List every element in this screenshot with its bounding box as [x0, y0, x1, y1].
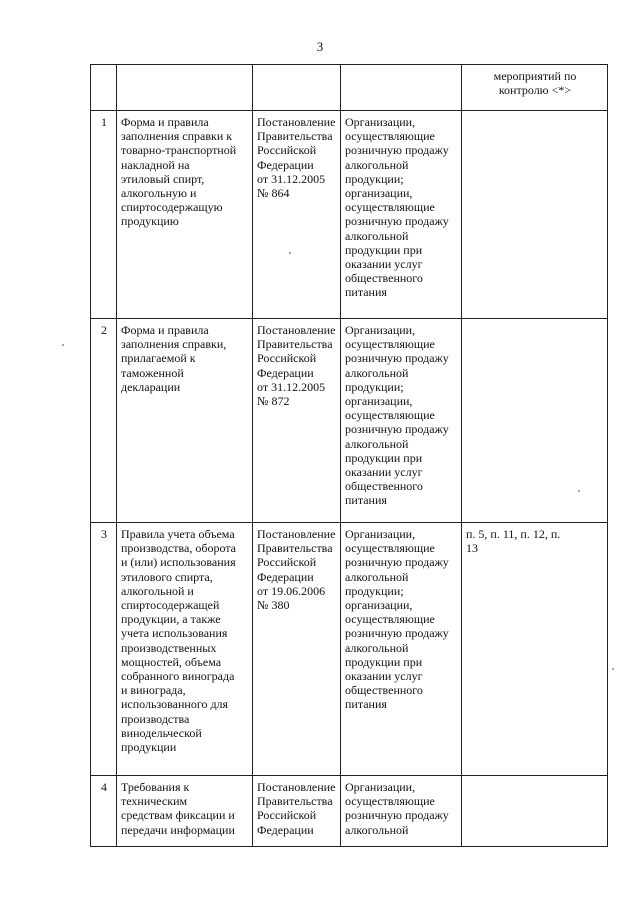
text-line: алкогольной: [345, 365, 409, 380]
text-line: осуществляющие: [345, 337, 435, 352]
text-line: оказании услуг: [345, 257, 423, 272]
text-line: Федерации: [257, 365, 314, 380]
text-line: розничную продажу: [345, 626, 449, 641]
text-line: и винограда,: [121, 683, 186, 698]
text-line: Постановление: [257, 115, 336, 129]
text-line: осуществляющие: [345, 408, 435, 423]
text-line: Постановление: [257, 323, 336, 337]
text-line: оказании услуг: [345, 669, 423, 684]
row-number: 4: [91, 776, 117, 847]
text-line: заполнения справки к: [121, 129, 233, 144]
text-line: продукции при: [345, 654, 423, 669]
scan-speck: [289, 252, 291, 254]
cell-document-name: [117, 776, 253, 847]
text-line: Российской: [257, 808, 317, 823]
text-line: Форма и правила: [121, 115, 209, 129]
text-line: Форма и правила: [121, 323, 209, 337]
text-line: осуществляющие: [345, 541, 435, 556]
text-line: производственных: [121, 640, 217, 655]
text-line: продукции при: [345, 450, 423, 465]
text-line: спиртосодержащую: [121, 200, 223, 215]
text-line: техническим: [121, 794, 188, 809]
cell-subjects: [341, 776, 462, 847]
text-line: Организации,: [345, 527, 416, 541]
text-line: алкогольной: [345, 822, 409, 837]
cell-control-measures: [462, 776, 608, 847]
header-cell-act: [253, 65, 341, 111]
text-line: № 872: [257, 394, 290, 409]
cell-document-name: [117, 523, 253, 776]
text-line: Организации,: [345, 115, 416, 129]
text-line: розничную продажу: [345, 214, 449, 229]
text-line: прилагаемой к: [121, 351, 196, 366]
text-line: общественного: [345, 271, 423, 286]
text-line: розничную продажу: [345, 143, 449, 158]
text-line: п. 5, п. 11, п. 12, п.: [466, 527, 561, 541]
text-line: накладной на: [121, 157, 190, 172]
text-line: Требования к: [121, 780, 190, 794]
text-line: Российской: [257, 555, 317, 570]
table-row: [91, 319, 608, 523]
text-line: Правительства: [257, 794, 333, 809]
text-line: передачи информации: [121, 822, 235, 837]
text-line: средствам фиксации и: [121, 808, 235, 823]
text-line: Правительства: [257, 337, 333, 352]
text-line: организации,: [345, 186, 413, 201]
text-line: Постановление: [257, 780, 336, 794]
text-line: розничную продажу: [345, 351, 449, 366]
text-line: продукцию: [121, 214, 179, 229]
text-line: № 864: [257, 186, 290, 201]
text-line: от 19.06.2006: [257, 583, 326, 598]
text-line: Федерации: [257, 569, 314, 584]
text-line: Российской: [257, 143, 317, 158]
text-line: розничную продажу: [345, 555, 449, 570]
text-line: Правительства: [257, 129, 333, 144]
text-line: производства: [121, 711, 190, 726]
text-line: питания: [345, 493, 387, 508]
text-line: осуществляющие: [345, 200, 435, 215]
table-header-row: [91, 65, 608, 111]
text-line: розничную продажу: [345, 808, 449, 823]
text-line: № 380: [257, 598, 290, 613]
text-line: алкогольной: [345, 228, 409, 243]
header-cell-subjects: [341, 65, 462, 111]
text-line: мощностей, объема: [121, 654, 222, 669]
page-number: 3: [316, 39, 324, 54]
header-measures-line: контролю <*>: [498, 83, 572, 98]
cell-subjects: [341, 319, 462, 523]
text-line: алкогольную и: [121, 186, 197, 201]
text-line: Правила учета объема: [121, 527, 235, 541]
header-measures-text: [466, 69, 604, 97]
text-line: организации,: [345, 598, 413, 613]
text-line: продукции;: [345, 379, 404, 394]
cell-subjects: [341, 523, 462, 776]
text-line: 13: [466, 541, 478, 556]
header-cell-name: [117, 65, 253, 111]
requirements-table: [90, 64, 608, 847]
text-line: общественного: [345, 683, 423, 698]
text-line: питания: [345, 285, 387, 300]
text-line: алкогольной: [345, 569, 409, 584]
scan-speck: [612, 668, 614, 670]
text-line: питания: [345, 697, 387, 712]
text-line: спиртосодержащей: [121, 598, 220, 613]
text-line: продукции;: [345, 583, 404, 598]
text-line: от 31.12.2005: [257, 379, 326, 394]
text-line: и (или) использования: [121, 555, 236, 570]
header-cell-num: [91, 65, 117, 111]
text-line: использованного для: [121, 697, 229, 712]
scan-speck: [62, 344, 64, 346]
text-line: этилового спирта,: [121, 569, 213, 584]
text-line: таможенной: [121, 365, 184, 380]
text-line: продукции при: [345, 242, 423, 257]
text-line: учета использования: [121, 626, 228, 641]
cell-legal-act: [253, 111, 341, 319]
cell-control-measures: [462, 523, 608, 776]
text-line: организации,: [345, 394, 413, 409]
cell-legal-act: [253, 319, 341, 523]
text-line: от 31.12.2005: [257, 171, 326, 186]
text-line: продукции: [121, 740, 177, 755]
text-line: продукции;: [345, 171, 404, 186]
text-line: Федерации: [257, 822, 314, 837]
text-line: товарно-транспортной: [121, 143, 237, 158]
header-cell-measures: [462, 65, 608, 111]
row-number: 2: [91, 319, 117, 523]
text-line: винодельческой: [121, 725, 202, 740]
text-line: продукции, а также: [121, 612, 221, 627]
text-line: заполнения справки,: [121, 337, 227, 352]
table-row: [91, 111, 608, 319]
text-line: алкогольной: [345, 436, 409, 451]
text-line: общественного: [345, 479, 423, 494]
text-line: Российской: [257, 351, 317, 366]
text-line: Федерации: [257, 157, 314, 172]
scan-speck: [578, 490, 580, 492]
text-line: Организации,: [345, 323, 416, 337]
text-line: Правительства: [257, 541, 333, 556]
text-line: Постановление: [257, 527, 336, 541]
cell-legal-act: [253, 776, 341, 847]
row-number: 3: [91, 523, 117, 776]
text-line: осуществляющие: [345, 612, 435, 627]
cell-subjects: [341, 111, 462, 319]
text-line: Организации,: [345, 780, 416, 794]
text-line: оказании услуг: [345, 465, 423, 480]
text-line: производства, оборота: [121, 541, 236, 556]
cell-document-name: [117, 111, 253, 319]
cell-legal-act: [253, 523, 341, 776]
text-line: алкогольной: [345, 640, 409, 655]
text-line: осуществляющие: [345, 129, 435, 144]
cell-control-measures: [462, 111, 608, 319]
header-measures-line: мероприятий по: [493, 69, 577, 83]
text-line: декларации: [121, 379, 181, 394]
row-number: 1: [91, 111, 117, 319]
text-line: собранного винограда: [121, 669, 235, 684]
text-line: осуществляющие: [345, 794, 435, 809]
cell-control-measures: [462, 319, 608, 523]
cell-document-name: [117, 319, 253, 523]
text-line: этиловый спирт,: [121, 171, 205, 186]
text-line: алкогольной и: [121, 583, 194, 598]
table-row: [91, 776, 608, 847]
text-line: розничную продажу: [345, 422, 449, 437]
text-line: алкогольной: [345, 157, 409, 172]
table-row: [91, 523, 608, 776]
